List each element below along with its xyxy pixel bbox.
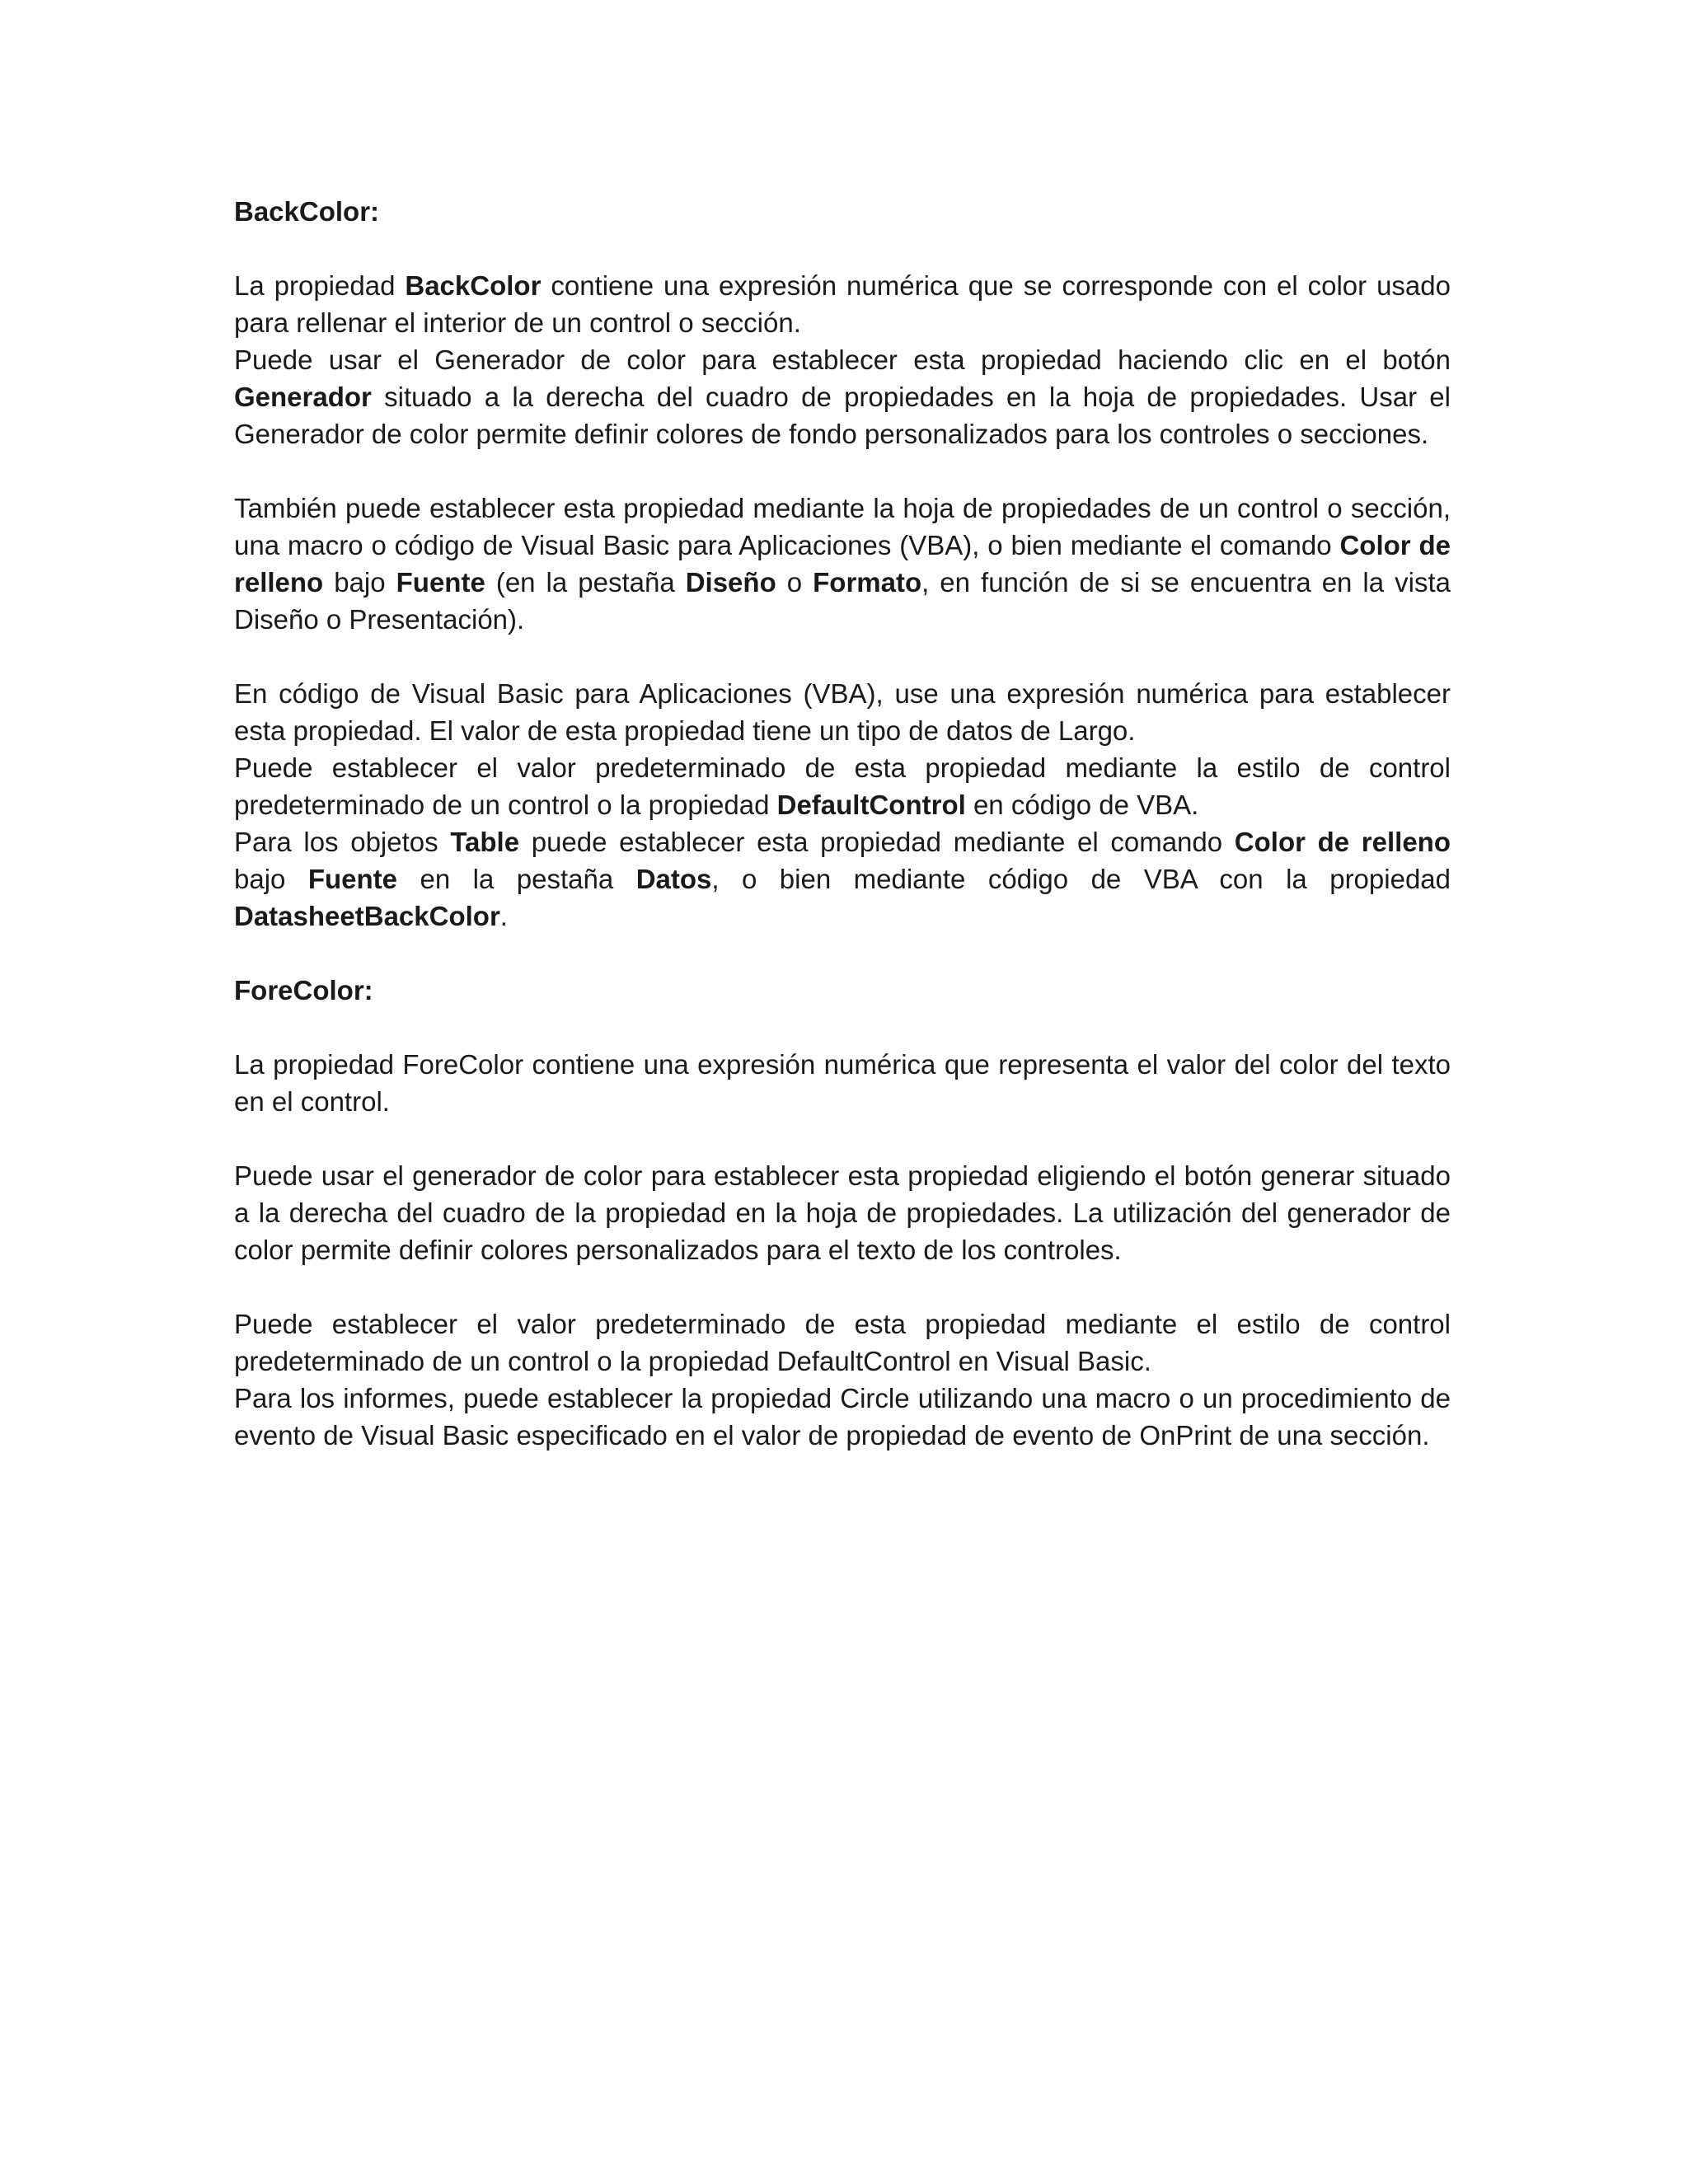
backcolor-paragraph-5	[234, 749, 1451, 823]
text-run: La propiedad	[234, 270, 406, 301]
document-page	[234, 193, 1451, 1454]
forecolor-paragraph-2: Puede usar el generador de color para establecer esta propiedad eligiendo el botón generar situado a la derecha del cuadro de la propiedad en la hoja de propiedades. La utilización del generador de color permite definir colores personalizados para el texto de los controles.	[234, 1160, 1451, 1265]
bold-term: DatasheetBackColor	[234, 901, 500, 931]
bold-term: Datos	[635, 864, 712, 894]
text-run: Puede usar el Generador de color para establecer esta propiedad haciendo clic en el botón	[234, 344, 1451, 375]
bold-term: Fuente	[307, 864, 398, 894]
text-run: .	[499, 901, 508, 931]
text-run: en la pestaña	[397, 864, 636, 894]
text-run: También puede establecer esta propiedad mediante la hoja de propiedades de un control o sección, una macro o código de Visual Basic para Aplicaciones (VBA), o bien mediante el comando	[234, 493, 1451, 560]
backcolor-paragraph-6	[234, 823, 1451, 935]
text-run: , en función de si se encuentra en la vista Diseño o Presentación).	[234, 567, 1451, 635]
bold-term: Diseño	[685, 567, 776, 598]
text-run: bajo	[323, 567, 396, 598]
bold-term: Table	[450, 827, 520, 857]
backcolor-paragraph-1	[234, 267, 1451, 341]
forecolor-paragraph-4: Para los informes, puede establecer la propiedad Circle utilizando una macro o un procedimiento de evento de Visual Basic especificado en el valor de propiedad de evento de OnPrint de una sección.	[234, 1383, 1451, 1451]
bold-term: Formato	[813, 567, 922, 598]
spacer	[234, 1268, 1451, 1305]
forecolor-paragraph-1: La propiedad ForeColor contiene una expresión numérica que representa el valor del color del texto en el control.	[234, 1049, 1451, 1117]
backcolor-paragraph-4: En código de Visual Basic para Aplicaciones (VBA), use una expresión numérica para establecer esta propiedad. El valor de esta propiedad tiene un tipo de datos de Largo.	[234, 678, 1451, 746]
text-run: contiene una expresión numérica que se corresponde con el color usado para rellenar el interior de un control o sección.	[234, 270, 1451, 338]
spacer	[234, 452, 1451, 490]
spacer	[234, 230, 1451, 267]
bold-term: Fuente	[396, 567, 485, 598]
forecolor-heading: ForeColor:	[234, 975, 373, 1005]
text-run: puede establecer esta propiedad mediante el comando	[519, 827, 1235, 857]
bold-term: Generador	[234, 382, 372, 412]
text-run: (en la pestaña	[485, 567, 686, 598]
bold-term: Color de relleno	[1234, 827, 1451, 857]
text-run: Puede establecer el valor predeterminado de esta propiedad mediante la estilo de control predeterminado de un control o la propiedad	[234, 752, 1451, 820]
spacer	[234, 935, 1451, 972]
text-run: , o bien mediante código de VBA con la propiedad	[711, 864, 1451, 894]
backcolor-paragraph-3	[234, 490, 1451, 638]
backcolor-heading: BackColor:	[234, 196, 380, 227]
backcolor-paragraph-2	[234, 341, 1451, 452]
text-run: situado a la derecha del cuadro de propiedades en la hoja de propiedades. Usar el Generador de color permite definir colores de fondo personalizados para los controles o secciones.	[234, 382, 1451, 449]
bold-term: DefaultControl	[776, 790, 966, 820]
text-run: Para los objetos	[234, 827, 451, 857]
spacer	[234, 1120, 1451, 1157]
bold-term: BackColor	[405, 270, 542, 301]
text-run: bajo	[234, 864, 308, 894]
forecolor-paragraph-3: Puede establecer el valor predeterminado de esta propiedad mediante el estilo de control predeterminado de un control o la propiedad DefaultControl en Visual Basic.	[234, 1309, 1451, 1376]
text-run: o	[776, 567, 814, 598]
spacer	[234, 1009, 1451, 1046]
bold-term: Color de relleno	[234, 530, 1451, 598]
spacer	[234, 638, 1451, 675]
text-run: en código de VBA.	[965, 790, 1199, 820]
